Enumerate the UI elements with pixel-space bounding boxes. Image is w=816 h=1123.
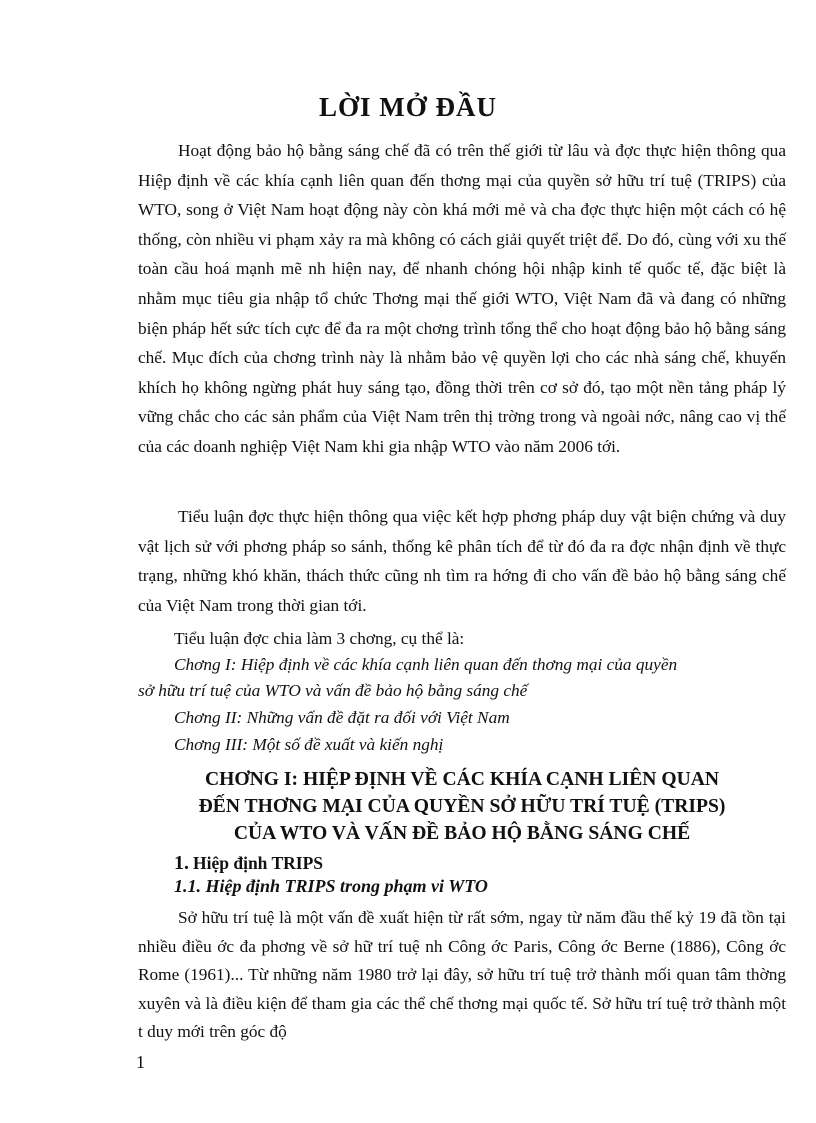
- section-1-number: 1.: [174, 852, 189, 874]
- section-1-heading: [174, 852, 323, 875]
- intro-paragraph-2: [138, 502, 786, 620]
- body-paragraph: [138, 904, 786, 1047]
- chapter-heading: [138, 766, 786, 847]
- chapter-list-item-2: Chơng II: Những vấn đề đặt ra đối với Việt Nam: [174, 708, 510, 727]
- page-number: 1: [136, 1052, 145, 1072]
- intro-paragraph-2-text: Tiểu luận đợc thực hiện thông qua việc kết hợp phơng pháp duy vật biện chứng và duy vật lịch sử với phơng pháp so sánh, thống kê phân tích để từ đó đa ra đợc nhận định về thực trạng, những khó khăn, thách thức cũng nh tìm ra hớng đi cho vấn đề bảo hộ bằng sáng chế của Việt Nam trong thời gian tới.: [138, 507, 786, 615]
- chapter-list-item-1-line1: Chơng I: Hiệp định về các khía cạnh liên quan đến thơng mại của quyền: [174, 655, 678, 674]
- chapter-list-item-1-line2: sở hữu trí tuệ của WTO và vấn đề bảo hộ bằng sáng chế: [138, 681, 528, 700]
- structure-intro: Tiểu luận đợc chia làm 3 chơng, cụ thể là:: [174, 629, 465, 648]
- section-1-title: Hiệp định TRIPS: [193, 853, 324, 873]
- chapter-list-item-3: Chơng III: Một số đề xuất và kiến nghị: [174, 735, 444, 754]
- chapter-heading-line-3: CỦA WTO VÀ VẤN ĐỀ BẢO HỘ BẰNG SÁNG CHẾ: [233, 823, 691, 844]
- chapter-heading-line-2: ĐẾN THƠNG MẠI CỦA QUYỀN SỞ HỮU TRÍ TUỆ (TRIPS): [198, 796, 726, 817]
- intro-paragraph-1: [138, 136, 786, 462]
- intro-paragraph-1-text: Hoạt động bảo hộ bằng sáng chế đã có trên thế giới từ lâu và đợc thực hiện thông qua Hiệp định về các khía cạnh liên quan đến thơng mại của quyền sở hữu trí tuệ (TRIPS) của WTO, song ở Việt Nam hoạt động này còn khá mới mẻ và cha đợc thực hiện một cách có hệ thống, còn nhiều vi phạm xảy ra mà không có cách giải quyết triệt để. Do đó, cùng với xu thế toàn cầu hoá mạnh mẽ nh hiện nay, để nhanh chóng hội nhập kinh tế quốc tế, đặc biệt là nhằm mục tiêu gia nhập tổ chức Thơng mại thế giới WTO, Việt Nam đã và đang có những biện pháp hết sức tích cực để đa ra một chơng trình tổng thể cho hoạt động bảo hộ bằng sáng chế. Mục đích của chơng trình này là nhằm bảo vệ quyền lợi cho các nhà sáng chế, khuyến khích họ không ngừng phát huy sáng tạo, đồng thời trên cơ sở đó, tạo một nền tảng pháp lý vững chắc cho các sản phẩm của Việt Nam trên thị trờng trong và ngoài nớc, nâng cao vị thế của các doanh nghiệp Việt Nam khi gia nhập WTO vào năm 2006 tới.: [138, 141, 786, 456]
- body-paragraph-text: Sở hữu trí tuệ là một vấn đề xuất hiện từ rất sớm, ngay từ năm đầu thế kỷ 19 đã tồn tại nhiều điều ớc đa phơng về sở hữ trí tuệ nh Công ớc Paris, Công ớc Berne (1886), Công ớc Rome (1961)... Từ những năm 1980 trở lại đây, sở hữu trí tuệ trở thành mối quan tâm thờng xuyên và là điều kiện để tham gia các thể chế thơng mại quốc tế. Sở hữu trí tuệ trở thành một t duy mới trên góc độ: [138, 908, 786, 1041]
- page-title: LỜI MỞ ĐẦU: [319, 92, 497, 122]
- chapter-heading-line-1: CHƠNG I: HIỆP ĐỊNH VỀ CÁC KHÍA CẠNH LIÊN QUAN: [204, 769, 720, 790]
- section-1-1-heading: 1.1. Hiệp định TRIPS trong phạm vi WTO: [174, 876, 488, 896]
